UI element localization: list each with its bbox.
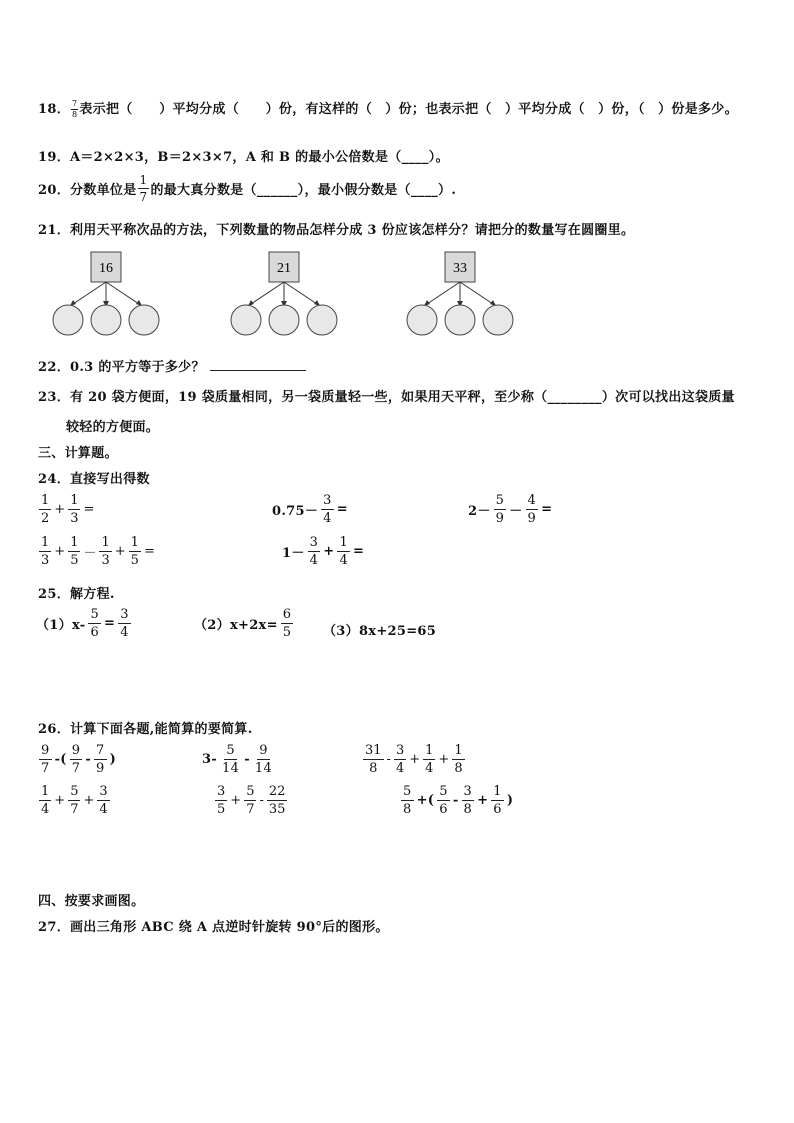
- fraction: $\frac{9}{7}$: [41, 743, 50, 776]
- question-20: 20． 分数单位是 $\frac{1}{7}$ 的最大真分数是（______），最小假分数是（____）.: [38, 173, 457, 204]
- fraction: $\frac{7}{9}$: [96, 743, 105, 776]
- fraction: $\frac{1}{2}$: [41, 493, 50, 526]
- question-26: 26．计算下面各题,能简算的要简算.: [38, 722, 253, 737]
- fraction: $\frac{1}{4}$: [339, 535, 349, 568]
- question-27: 27．画出三角形 ABC 绕 A 点逆时针旋转 90°后的图形。: [38, 920, 389, 935]
- answer-circle[interactable]: [445, 305, 475, 335]
- fraction: $\frac{1}{3}$: [70, 493, 79, 526]
- answer-circle[interactable]: [53, 305, 83, 335]
- fraction: $\frac{5}{6}$: [90, 607, 100, 640]
- fraction: $\frac{4}{9}$: [527, 493, 537, 526]
- answer-circle[interactable]: [231, 305, 261, 335]
- fraction: $\frac{3}{4}$: [323, 493, 332, 526]
- fraction: $\frac{5}{7}$: [246, 784, 255, 817]
- box-number: 16: [99, 261, 113, 276]
- expression: $\frac{5}{8}$ +( $\frac{5}{6}$ - $\frac{3}{8}$ + $\frac{1}{6}$ ): [403, 784, 514, 817]
- fraction: $\frac{1}{4}$: [425, 743, 434, 776]
- expression: $\frac{1}{2}$ + $\frac{1}{3}$ =: [41, 493, 95, 526]
- fraction: $\frac{1}{3}$: [41, 535, 50, 568]
- balance-tree-1: [48, 250, 168, 336]
- question-25: 25．解方程.: [38, 587, 115, 602]
- fraction: $\frac{9}{7}$: [71, 743, 81, 776]
- fraction: $\frac{9}{14}$: [254, 743, 273, 776]
- question-18: 18． $\frac{7}{8}$ 表示把（ ）平均分成（ ）份，有这样的（ ）份；也表示把（ ）平均分成（ ）份，（ ）份是多少。: [38, 99, 738, 119]
- fraction: $\frac{3}{4}$: [99, 784, 108, 817]
- fraction: $\frac{22}{35}$: [268, 784, 286, 817]
- expression: $\frac{31}{8}$ - $\frac{3}{4}$ + $\frac{1}{4}$ + $\frac{1}{8}$: [365, 743, 463, 776]
- question-23-line-2: 较轻的方便面。: [66, 420, 160, 435]
- fraction: $\frac{3}{4}$: [395, 743, 405, 776]
- fraction: $\frac{5}{6}$: [439, 784, 448, 817]
- fraction: $\frac{1}{6}$: [493, 784, 502, 817]
- question-23: 23．有 20 袋方便面，19 袋质量相同，另一袋质量轻一些，如果用天平秤，至少称（________）次可以找出这袋质量: [38, 390, 735, 405]
- answer-circle[interactable]: [129, 305, 159, 335]
- fraction: $\frac{5}{14}$: [222, 743, 240, 776]
- section-title: 三、计算题。: [38, 446, 118, 461]
- expression: 1－ $\frac{3}{4}$ + $\frac{1}{4}$ =: [282, 535, 365, 568]
- fraction: $\frac{1}{5}$: [130, 535, 139, 568]
- fraction: $\frac{7}{8}$: [72, 99, 78, 119]
- fraction: $\frac{1}{7}$: [139, 173, 148, 204]
- expression: 2－ $\frac{5}{9}$ － $\frac{4}{9}$ =: [468, 493, 553, 526]
- equation: （1）x- $\frac{5}{6}$ = $\frac{3}{4}$: [36, 607, 129, 640]
- fraction: $\frac{1}{3}$: [101, 535, 110, 568]
- expression: $\frac{3}{5}$ + $\frac{5}{7}$ - $\frac{22}{35}$: [217, 784, 286, 817]
- balance-tree-2: [226, 250, 346, 336]
- equation: （2）x+2x= $\frac{6}{5}$: [194, 607, 292, 640]
- fraction: $\frac{6}{5}$: [282, 607, 292, 640]
- question-21: 21．利用天平称次品的方法，下列数量的物品怎样分成 3 份应该怎样分？请把分的数量写在圆圈里。: [38, 223, 635, 238]
- box-number: 33: [453, 261, 467, 276]
- expression: $\frac{9}{7}$ -( $\frac{9}{7}$ - $\frac{7}{9}$ ): [41, 743, 117, 776]
- balance-tree-3: [402, 250, 522, 336]
- fraction: $\frac{3}{8}$: [463, 784, 473, 817]
- answer-circle[interactable]: [407, 305, 437, 335]
- answer-circle[interactable]: [91, 305, 121, 335]
- answer-circle[interactable]: [483, 305, 513, 335]
- expression: 0.75－ $\frac{3}{4}$ =: [272, 493, 348, 526]
- fraction: $\frac{5}{8}$: [403, 784, 412, 817]
- question-24: 24．直接写出得数: [38, 472, 150, 487]
- fraction: $\frac{3}{5}$: [217, 784, 226, 817]
- fraction: $\frac{5}{9}$: [495, 493, 505, 526]
- question-19: 19．A＝2×2×3，B＝2×3×7，A 和 B 的最小公倍数是（____）。: [38, 150, 449, 165]
- fraction: $\frac{3}{4}$: [120, 607, 129, 640]
- fraction: $\frac{1}{5}$: [70, 535, 79, 568]
- fraction: $\frac{3}{4}$: [309, 535, 319, 568]
- equation: （3）8x+25=65: [323, 624, 437, 639]
- section-title: 四、按要求画图。: [38, 894, 145, 909]
- answer-circle[interactable]: [307, 305, 337, 335]
- fraction: $\frac{5}{7}$: [70, 784, 79, 817]
- answer-circle[interactable]: [269, 305, 299, 335]
- box-number: 21: [277, 261, 291, 276]
- fraction: $\frac{1}{8}$: [454, 743, 463, 776]
- question-22: 22．0.3 的平方等于多少？: [38, 356, 306, 375]
- expression: $\frac{1}{3}$ + $\frac{1}{5}$ － $\frac{1}{3}$ + $\frac{1}{5}$ =: [41, 535, 155, 568]
- expression: $\frac{1}{4}$ + $\frac{5}{7}$ + $\frac{3}{4}$: [41, 784, 108, 817]
- expression: 3- $\frac{5}{14}$ - $\frac{9}{14}$: [202, 743, 273, 776]
- answer-blank[interactable]: [210, 370, 306, 371]
- fraction: $\frac{31}{8}$: [365, 743, 382, 776]
- fraction: $\frac{1}{4}$: [41, 784, 50, 817]
